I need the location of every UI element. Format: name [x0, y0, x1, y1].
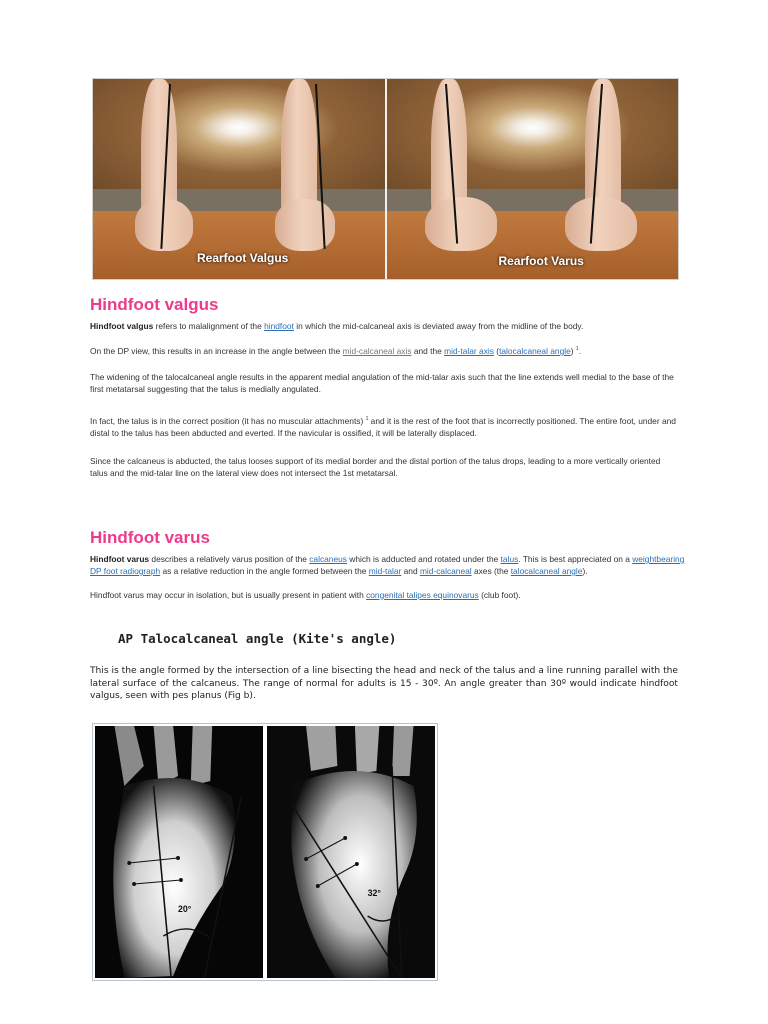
- text-span: and the: [411, 345, 445, 356]
- valgus-paragraph-2: [90, 343, 690, 357]
- varus-paragraph-2: [90, 589, 686, 601]
- mid-talar-link[interactable]: mid-talar: [368, 566, 402, 576]
- rearfoot-varus-image: [385, 79, 679, 279]
- text-span: describes a relatively varus position of the: [149, 554, 310, 564]
- calcaneus-link[interactable]: calcaneus: [309, 554, 347, 564]
- text-span: .: [578, 345, 582, 356]
- xray-left-svg: [95, 726, 263, 978]
- reference-1[interactable]: 1: [365, 416, 369, 422]
- text-span: . This is best appreciated on a: [518, 554, 633, 564]
- hindfoot-link[interactable]: hindfoot: [264, 321, 294, 331]
- text-span: and: [401, 566, 420, 576]
- kites-angle-heading: AP Talocalcaneal angle (Kite's angle): [118, 631, 397, 646]
- xray-right-angle-label: 32°: [367, 887, 381, 899]
- text-span: ): [570, 345, 576, 356]
- talocalcaneal-angle-link[interactable]: talocalcaneal angle: [499, 345, 571, 356]
- congenital-talipes-equinovarus-link[interactable]: congenital talipes equinovarus: [366, 590, 479, 600]
- mid-calcaneal-link[interactable]: mid-calcaneal: [419, 566, 472, 576]
- xray-valgus-angle: [267, 726, 435, 978]
- text-span: Hindfoot varus may occur in isolation, but is usually present in patient with: [90, 590, 367, 600]
- valgus-term: Hindfoot valgus: [90, 321, 154, 331]
- rearfoot-valgus-caption: Rearfoot Valgus: [197, 251, 289, 265]
- hindfoot-valgus-heading: Hindfoot valgus: [90, 295, 219, 314]
- rearfoot-varus-caption: Rearfoot Varus: [498, 254, 584, 268]
- varus-paragraph-1: [90, 553, 686, 577]
- weightbearing-dp-foot-radiograph-link[interactable]: weightbearing DP foot radiograph: [90, 554, 685, 576]
- valgus-paragraph-5: Since the calcaneus is abducted, the talus looses support of its medial border and the distal portion of the talus drops, leading to a more vertically oriented talus and the mid-talar line on the lateral view does not intersect the 1st metatarsal.: [90, 456, 661, 478]
- text-span: On the DP view, this results in an increase in the angle between the: [90, 345, 343, 356]
- xray-right-svg: [267, 726, 435, 978]
- talus-link[interactable]: talus: [500, 554, 519, 564]
- talocalcaneal-angle-link[interactable]: talocalcaneal angle: [510, 566, 583, 576]
- talocalcaneal-xray-figure: [92, 723, 438, 981]
- varus-term: Hindfoot varus: [90, 554, 150, 564]
- text-span: In fact, the talus is in the correct position (it has no muscular attachments): [90, 415, 366, 426]
- rearfoot-photo: [92, 78, 679, 280]
- reference-1[interactable]: 1: [575, 346, 579, 352]
- mid-talar-axis-link[interactable]: mid-talar axis: [444, 345, 494, 356]
- text-span: and it is the rest of the foot that is incorrectly positioned. The entire foot, under and distal to the talus has been abducted and everted. If the navicular is ossified, it will be laterally displaced.: [90, 415, 676, 438]
- hindfoot-varus-heading: Hindfoot varus: [90, 528, 210, 547]
- kites-angle-paragraph: This is the angle formed by the intersection of a line bisecting the head and neck of the talus and a line running parallel with the lateral surface of the calcaneus. The range of normal for adults is 15 - 30º. An angle greater than 30º would indicate hindfoot valgus, seen with pes planus (Fig b).: [90, 666, 678, 702]
- text-span: ).: [582, 566, 588, 576]
- text-span: which is adducted and rotated under the: [346, 554, 501, 564]
- text-span: as a relative reduction in the angle formed between the: [160, 566, 369, 576]
- valgus-paragraph-4: [90, 413, 684, 439]
- valgus-paragraph-1: [90, 320, 690, 332]
- text-span: (: [493, 345, 500, 356]
- xray-left-angle-label: 20°: [178, 903, 192, 915]
- xray-normal-angle: [95, 726, 263, 978]
- mid-calcaneal-axis-link[interactable]: mid-calcaneal axis: [342, 345, 412, 356]
- text-span: refers to malalignment of the: [153, 321, 265, 331]
- rearfoot-valgus-image: [93, 79, 385, 279]
- valgus-paragraph-3: The widening of the talocalcaneal angle results in the apparent medial angulation of the mid-talar axis such that the line extends well medial to the base of the first metatarsal suggesting that the talus is medially angulated.: [90, 372, 674, 394]
- text-span: in which the mid-calcaneal axis is deviated away from the midline of the body.: [293, 321, 584, 331]
- text-span: axes (the: [471, 566, 511, 576]
- text-span: (club foot).: [478, 590, 521, 600]
